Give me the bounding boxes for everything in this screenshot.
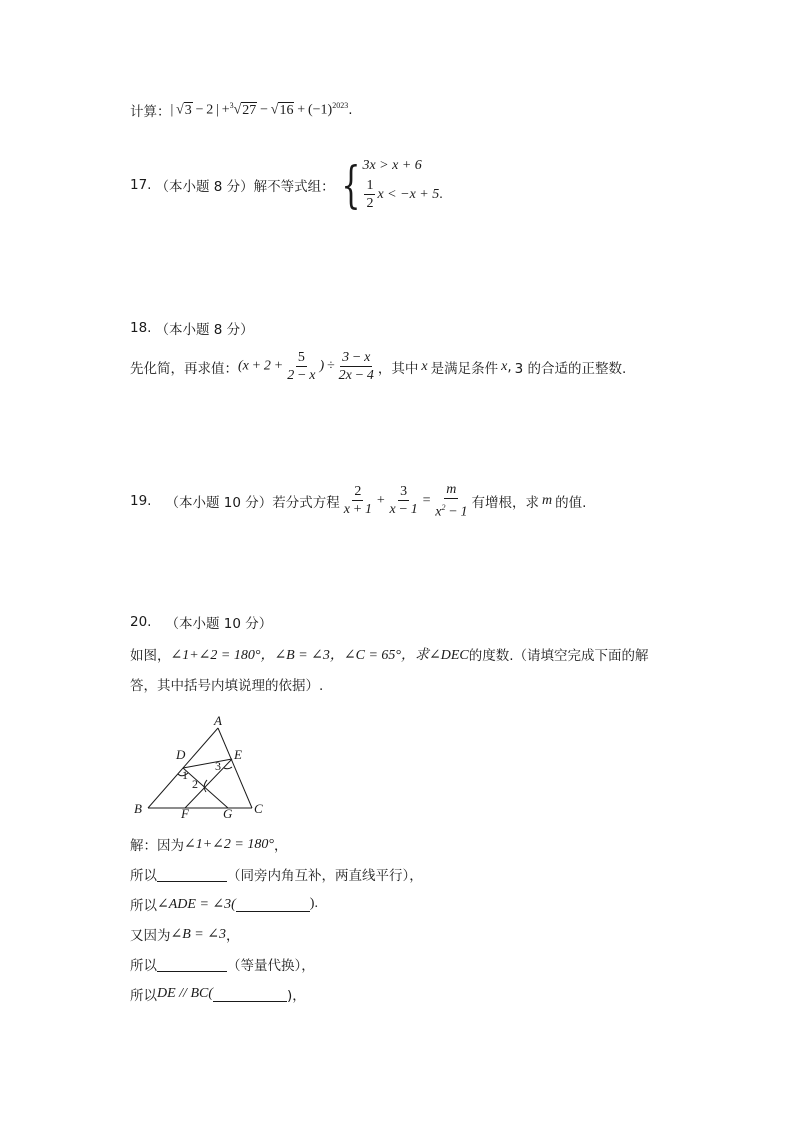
- q20-meta: （本小题 10 分）: [165, 616, 273, 632]
- q20-given: ∠1+∠2 = 180°，∠B = ∠3，∠C = 65°，求∠DEC: [170, 648, 469, 663]
- q20-number: 20.: [130, 614, 152, 630]
- q18-cond-var: x: [501, 358, 508, 374]
- q17-system: [335, 155, 443, 214]
- q19-end-tail: 的值.: [555, 494, 587, 511]
- sol4a: 又因为: [130, 928, 171, 944]
- question-17: [130, 155, 443, 214]
- q17-prompt: 解不等式组：: [253, 178, 335, 195]
- question-20-header: [130, 612, 272, 632]
- q18-meta: （本小题 8 分）: [155, 322, 254, 338]
- sol1b: ∠1+∠2 = 180°: [184, 836, 274, 852]
- q19-end-var: m: [542, 492, 553, 508]
- q17-meta: （本小题 8 分）: [155, 178, 254, 195]
- solution-line-2: [130, 864, 423, 884]
- sol5b: （等量代换），: [227, 958, 315, 974]
- sol3a: 所以: [130, 898, 157, 914]
- q20-line1: [130, 644, 649, 664]
- sol4c: ，: [225, 928, 240, 944]
- q20-line1b: 的度数.（请填空完成下面的解: [468, 648, 649, 664]
- q17-number: 17.: [130, 176, 152, 193]
- q18-var: x: [421, 358, 428, 374]
- brace-glyph: {: [341, 155, 361, 214]
- label-E: E: [234, 747, 242, 762]
- q18-expression: (x + 2 + $\frac{5}{2 - x}$ ) ÷ $\frac{3 - x}{2x - 4}$: [238, 350, 374, 383]
- blank-3[interactable]: [157, 957, 227, 972]
- label-F: F: [181, 806, 189, 821]
- sol6b: DE // BC(: [157, 986, 213, 1001]
- q18-cond-end: 3 的合适的正整数.: [514, 360, 627, 377]
- solution-line-1: [130, 834, 287, 854]
- sol5a: 所以: [130, 958, 157, 974]
- angle-arc-3: [224, 767, 232, 769]
- q18-cond: 是满足条件: [430, 360, 499, 377]
- sol2a: 所以: [130, 868, 157, 884]
- question-19: [130, 482, 586, 520]
- q19-meta: （本小题 10 分）: [165, 494, 273, 511]
- label-angle-1: 1: [182, 768, 188, 782]
- sol3b: ∠ADE = ∠3(: [157, 896, 236, 912]
- q19-number: 19.: [130, 492, 152, 509]
- blank-4[interactable]: [213, 987, 287, 1002]
- q20-line1a: 如图，: [130, 648, 171, 664]
- label-C: C: [254, 801, 263, 816]
- sol6a: 所以: [130, 988, 157, 1004]
- line-DG: [183, 768, 228, 808]
- calc-expression: | √3 − 2 | $+^3√27 - √16 + (-1)^{2023}$: [170, 101, 349, 118]
- q19-equation: $\frac{2}{x + 1}$ + $\frac{3}{x - 1}$ = $\frac{m}{x^2 - 1}$: [343, 482, 468, 520]
- label-A: A: [214, 713, 222, 728]
- solution-line-4: [130, 924, 239, 944]
- label-D: D: [176, 747, 186, 762]
- label-B: B: [134, 801, 142, 816]
- question-18-header: [130, 318, 254, 338]
- blank-1[interactable]: [157, 867, 227, 882]
- q18-number: 18.: [130, 320, 152, 336]
- sol3c: ).: [309, 896, 318, 911]
- q18-after: ，其中: [377, 360, 419, 377]
- solution-line-6: [130, 984, 306, 1004]
- q17-row1: 3x > x + 6: [362, 158, 422, 173]
- question-18-body: 先化简，再求值： (x + 2 + $\frac{5}{2 - x}$ ) ÷ $\frac{3 - x}{2x - 4}$ ，其中 x 是满足条件 x , 3 的合适的正整数.: [130, 350, 627, 383]
- q19-end-text: 有增根，求: [471, 494, 539, 511]
- q17-row2: $\frac{1}{2}$ x < −x + 5 .: [366, 178, 443, 211]
- calc-label: 计算：: [130, 104, 171, 120]
- blank-2[interactable]: [236, 897, 310, 912]
- q20-line2-text: 答，其中括号内填说理的依据）.: [130, 678, 324, 694]
- sol1c: ，: [273, 838, 288, 854]
- geometry-figure: [130, 712, 280, 822]
- sol2b: （同旁内角互补，两直线平行），: [227, 868, 423, 884]
- solution-line-5: [130, 954, 315, 974]
- q18-prompt: 先化简，再求值：: [130, 360, 238, 377]
- label-angle-3: 3: [215, 759, 221, 773]
- q20-line2: [130, 674, 323, 694]
- calc-end: .: [348, 102, 353, 118]
- calc-line: [130, 100, 353, 120]
- label-angle-2: 2: [192, 777, 198, 791]
- label-G: G: [223, 806, 233, 821]
- solution-line-3: [130, 894, 318, 914]
- sol1a: 解：因为: [130, 838, 184, 854]
- q19-prompt: 若分式方程: [272, 494, 340, 511]
- sol6c: )，: [287, 988, 306, 1004]
- sol4b: ∠B = ∠3: [170, 926, 226, 942]
